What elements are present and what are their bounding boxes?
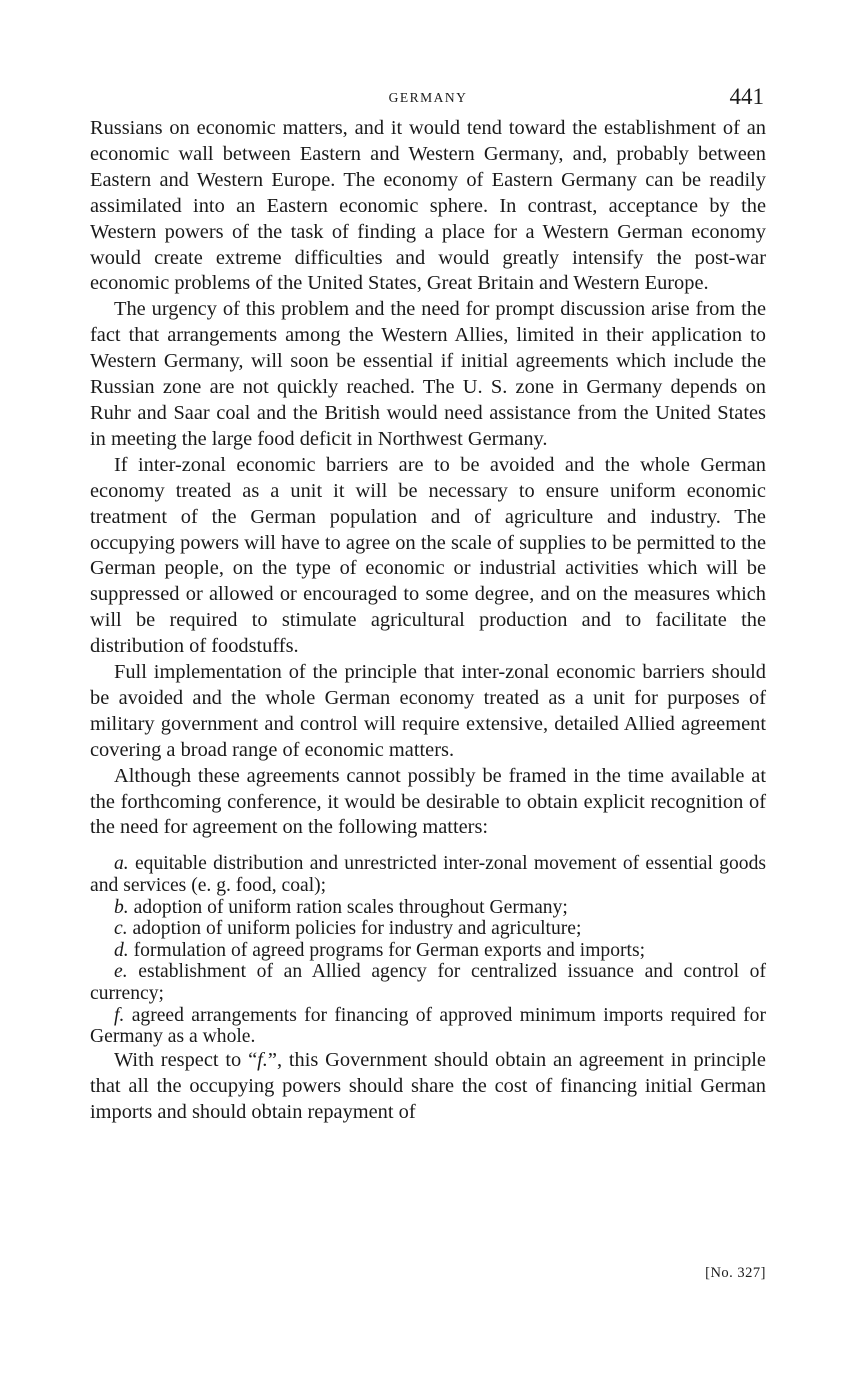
closing-item-ref: f. <box>257 1048 268 1071</box>
list-item-letter: b. <box>114 896 129 918</box>
page-header <box>90 84 766 114</box>
matters-list <box>90 853 766 1047</box>
closing-text-before: With respect to “ <box>114 1048 258 1071</box>
list-item <box>90 961 766 1004</box>
list-item-text: agreed arrangements for financing of approved minimum imports required for Germany as a whole. <box>90 1004 766 1048</box>
list-item <box>90 1005 766 1048</box>
list-item-text: establishment of an Allied agency for centralized issuance and control of currency; <box>90 961 766 1004</box>
list-item <box>90 853 766 896</box>
list-item <box>90 940 766 962</box>
paragraph-full-implementation: Full implementation of the principle that inter-zonal economic barriers should be avoided and the whole German economy treated as a unit for purposes of military government and control will require extensive, detailed Allied agreement covering a broad range of economic matters. <box>90 661 766 761</box>
paragraph-continuation: Russians on economic matters, and it would tend toward the establishment of an economic wall between Eastern and Western Germany, and, probably between Eastern and Western Europe. The economy of Eastern Germany can be readily assimilated into an Eastern economic sphere. In contrast, acceptance by the Western powers of the task of finding a place for a Western German economy would create extreme difficulties and would greatly intensify the post-war economic problems of the United States, Great Britain and Western Europe. <box>90 117 766 295</box>
list-item-letter: f. <box>114 1004 125 1026</box>
list-item-text: equitable distribution and unrestricted inter-zonal movement of essential goods and services (e. g. food, coal); <box>90 853 766 896</box>
body-text <box>90 116 766 1125</box>
paragraph-urgency: The urgency of this problem and the need for prompt discussion arise from the fact that arrangements among the Western Allies, limited in their application to Western Germany, will soon be essential if initial agreements which include the Russian zone are not quickly reached. The U. S. zone in Germany depends on Ruhr and Saar coal and the British would need assistance from the United States in meeting the large food deficit in Northwest Germany. <box>90 298 766 450</box>
list-item <box>90 918 766 940</box>
list-item-letter: e. <box>114 961 128 983</box>
list-item <box>90 897 766 919</box>
document-page <box>90 84 766 1125</box>
list-item-letter: d. <box>114 939 129 961</box>
list-item-text: formulation of agreed programs for German exports and imports; <box>128 939 646 961</box>
list-item-text: adoption of uniform policies for industry and agriculture; <box>127 918 582 940</box>
list-item-letter: c. <box>114 918 128 940</box>
closing-text-after: ”, this Government should obtain an agreement in principle that all the occupying powers should share the cost of financing initial German imports and should obtain repayment of <box>90 1048 766 1123</box>
document-number: [No. 327] <box>705 1265 766 1281</box>
page-number: 441 <box>729 84 764 109</box>
paragraph-inter-zonal-barriers: If inter-zonal economic barriers are to be avoided and the whole German economy treated as a unit it will be necessary to ensure uniform economic treatment of the German population and of agriculture and industry. The occupying powers will have to agree on the scale of supplies to be permitted to the German people, on the type of economic or industrial activities which will be suppressed or allowed or encouraged to some degree, and on the measures which will be required to stimulate agricultural production and to facilitate the distribution of foodstuffs. <box>90 453 766 658</box>
running-head: GERMANY <box>388 90 468 105</box>
list-item-letter: a. <box>114 853 129 875</box>
list-item-text: adoption of uniform ration scales throughout Germany; <box>128 896 568 918</box>
paragraph-agreements: Although these agreements cannot possibly be framed in the time available at the forthcoming conference, it would be desirable to obtain explicit recognition of the need for agreement on the following matters: <box>90 764 766 839</box>
paragraph-closing <box>90 1048 766 1126</box>
